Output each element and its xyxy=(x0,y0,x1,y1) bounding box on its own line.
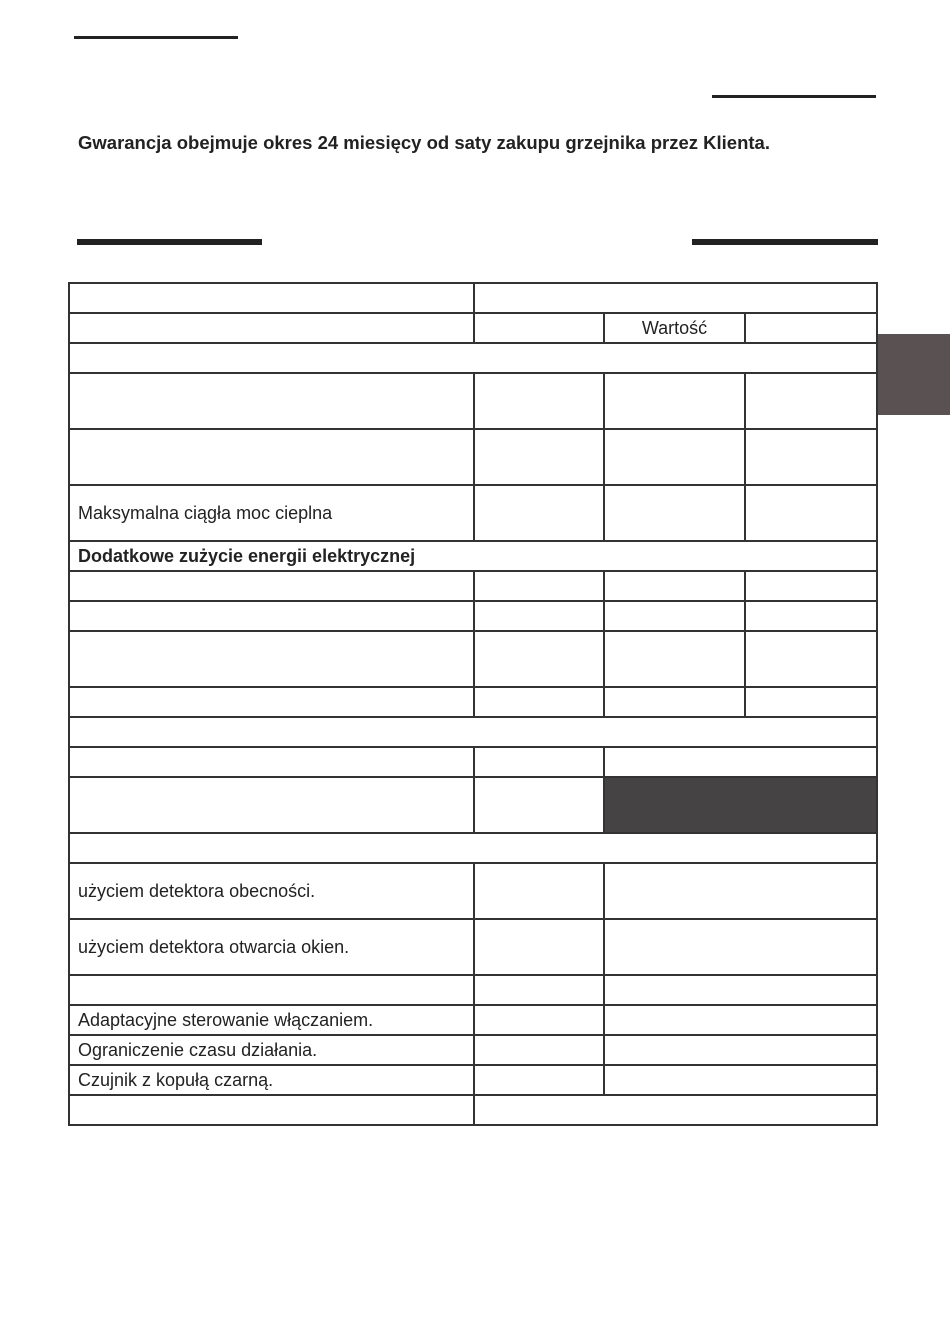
table-cell xyxy=(69,777,474,833)
table-cell xyxy=(474,919,604,975)
shaded-cell xyxy=(604,777,877,833)
table-cell xyxy=(474,429,604,485)
table-row xyxy=(69,429,877,485)
table-cell xyxy=(604,747,877,777)
table-cell xyxy=(745,373,877,429)
table-row xyxy=(69,283,877,313)
header-rule-top-right xyxy=(712,95,876,98)
table-cell xyxy=(474,777,604,833)
table-cell xyxy=(69,687,474,717)
table-cell xyxy=(604,485,745,541)
presence-detector-label: użyciem detektora obecności. xyxy=(69,863,474,919)
section-rule-left xyxy=(77,239,262,245)
time-limit-label: Ograniczenie czasu działania. xyxy=(69,1035,474,1065)
table-row xyxy=(69,601,877,631)
table-cell xyxy=(745,687,877,717)
value-column-header: Wartość xyxy=(604,313,745,343)
table-row xyxy=(69,631,877,687)
table-cell xyxy=(604,863,877,919)
table-cell xyxy=(69,975,474,1005)
extra-electricity-heading: Dodatkowe zużycie energii elektrycznej xyxy=(69,541,877,571)
header-rule-top-left xyxy=(74,36,238,39)
table-cell xyxy=(69,429,474,485)
table-cell xyxy=(69,571,474,601)
table-cell xyxy=(474,313,604,343)
side-section-tab xyxy=(877,334,950,415)
table-section-cell xyxy=(69,717,877,747)
table-cell xyxy=(474,631,604,687)
table-cell xyxy=(745,631,877,687)
table-cell xyxy=(474,863,604,919)
table-cell xyxy=(474,975,604,1005)
table-row xyxy=(69,1005,877,1035)
max-heat-output-label: Maksymalna ciągła moc cieplna xyxy=(69,485,474,541)
table-row xyxy=(69,1065,877,1095)
table-cell xyxy=(604,571,745,601)
table-cell xyxy=(69,747,474,777)
table-cell xyxy=(604,1035,877,1065)
black-bulb-label: Czujnik z kopułą czarną. xyxy=(69,1065,474,1095)
table-row xyxy=(69,313,877,343)
table-cell xyxy=(69,313,474,343)
table-row xyxy=(69,1035,877,1065)
table-cell xyxy=(745,313,877,343)
table-cell xyxy=(745,429,877,485)
table-row xyxy=(69,571,877,601)
table-cell xyxy=(474,687,604,717)
table-cell xyxy=(69,601,474,631)
adaptive-start-label: Adaptacyjne sterowanie włączaniem. xyxy=(69,1005,474,1035)
section-rule-right xyxy=(692,239,878,245)
table-cell xyxy=(604,631,745,687)
table-cell xyxy=(474,571,604,601)
table-cell xyxy=(745,485,877,541)
table-row xyxy=(69,687,877,717)
table-cell xyxy=(69,1095,474,1125)
table-cell xyxy=(604,1005,877,1035)
table-row xyxy=(69,833,877,863)
table-row xyxy=(69,747,877,777)
table-cell xyxy=(604,919,877,975)
table-row xyxy=(69,1095,877,1125)
table-cell xyxy=(604,975,877,1005)
table-cell xyxy=(474,1095,877,1125)
table-cell xyxy=(604,687,745,717)
table-section-cell xyxy=(69,343,877,373)
table-cell xyxy=(69,283,474,313)
table-row xyxy=(69,863,877,919)
table-cell xyxy=(474,373,604,429)
table-cell xyxy=(474,283,877,313)
table-cell xyxy=(474,1035,604,1065)
table-cell xyxy=(474,1065,604,1095)
table-row xyxy=(69,485,877,541)
table-row xyxy=(69,717,877,747)
specification-table xyxy=(68,282,878,1126)
table-row xyxy=(69,541,877,571)
table-cell xyxy=(474,1005,604,1035)
table-cell xyxy=(604,373,745,429)
table-cell xyxy=(745,601,877,631)
table-cell xyxy=(69,373,474,429)
table-cell xyxy=(474,485,604,541)
warranty-text: Gwarancja obejmuje okres 24 miesięcy od saty zakupu grzejnika przez Klienta. xyxy=(78,132,770,153)
table-row xyxy=(69,777,877,833)
table-cell xyxy=(604,601,745,631)
table-cell xyxy=(604,1065,877,1095)
table-row xyxy=(69,343,877,373)
window-detector-label: użyciem detektora otwarcia okien. xyxy=(69,919,474,975)
table-cell xyxy=(474,747,604,777)
table-row xyxy=(69,373,877,429)
table-cell xyxy=(69,631,474,687)
table-cell xyxy=(474,601,604,631)
table-section-cell xyxy=(69,833,877,863)
table-row xyxy=(69,919,877,975)
table-cell xyxy=(745,571,877,601)
table-cell xyxy=(604,429,745,485)
table-row xyxy=(69,975,877,1005)
